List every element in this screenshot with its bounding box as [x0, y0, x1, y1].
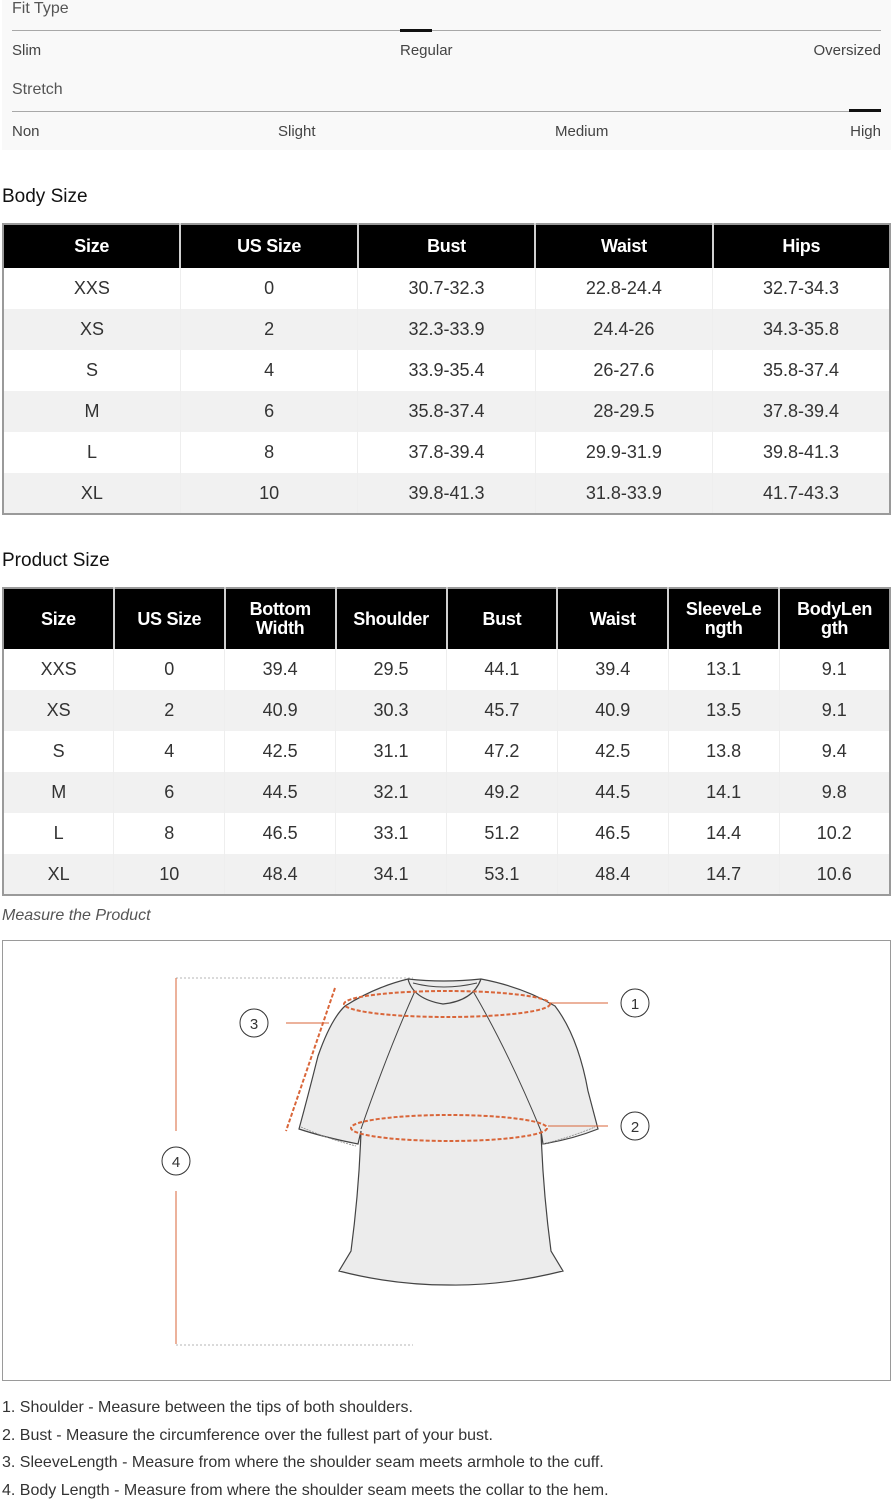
table-cell: 39.4: [557, 649, 668, 690]
table-cell: 6: [180, 391, 357, 432]
product-size-title: Product Size: [2, 550, 110, 571]
fit-type-indicator: [400, 29, 432, 32]
table-cell: 35.8-37.4: [713, 350, 890, 391]
table-cell: 40.9: [557, 690, 668, 731]
table-cell: 30.7-32.3: [358, 268, 535, 309]
marker-2-icon: [621, 1112, 649, 1140]
table-row: [3, 473, 890, 514]
marker-3-icon: [240, 1009, 268, 1037]
table-cell: 24.4-26: [535, 309, 712, 350]
table-cell: 42.5: [225, 731, 336, 772]
stretch-indicator: [849, 109, 881, 112]
table-header-row: [3, 588, 890, 649]
table-cell: 44.1: [447, 649, 558, 690]
table-cell: 51.2: [447, 813, 558, 854]
svg-text:1: 1: [630, 996, 640, 1013]
table-cell: 31.8-33.9: [535, 473, 712, 514]
table-cell: 29.5: [336, 649, 447, 690]
table-row: [3, 731, 890, 772]
table-cell: 14.7: [668, 854, 779, 895]
table-row: [3, 391, 890, 432]
table-row: [3, 268, 890, 309]
table-cell: 34.3-35.8: [713, 309, 890, 350]
table-cell: 37.8-39.4: [713, 391, 890, 432]
table-cell: 10.2: [779, 813, 890, 854]
instruction-sleeve-length: 3. SleeveLength - Measure from where the shoulder seam meets armhole to the cuff.: [2, 1454, 604, 1471]
table-cell: 40.9: [225, 690, 336, 731]
body-size-title: Body Size: [2, 186, 88, 207]
table-cell: 53.1: [447, 854, 558, 895]
column-header: Hips: [713, 224, 890, 268]
table-cell: 13.5: [668, 690, 779, 731]
product-size-table: [2, 587, 891, 896]
stretch-label-slight: Slight: [278, 123, 316, 140]
table-cell: 39.8-41.3: [713, 432, 890, 473]
table-row: [3, 772, 890, 813]
fit-type-label-regular: Regular: [400, 42, 453, 59]
table-cell: 9.1: [779, 690, 890, 731]
table-cell: 14.4: [668, 813, 779, 854]
table-cell: 4: [114, 731, 225, 772]
fit-type-track: [12, 30, 881, 31]
table-cell: 41.7-43.3: [713, 473, 890, 514]
fit-type-label-slim: Slim: [12, 42, 42, 59]
table-cell: 0: [180, 268, 357, 309]
table-cell: 48.4: [557, 854, 668, 895]
table-cell: S: [3, 350, 180, 391]
table-header-row: [3, 224, 890, 268]
measurement-diagram: [2, 940, 891, 1381]
table-cell: S: [3, 731, 114, 772]
table-cell: 33.9-35.4: [358, 350, 535, 391]
table-cell: L: [3, 813, 114, 854]
column-header: US Size: [114, 588, 225, 649]
table-cell: 44.5: [225, 772, 336, 813]
fit-type-title: Fit Type: [12, 0, 69, 17]
column-header: Bottom Width: [225, 588, 336, 649]
table-cell: M: [3, 772, 114, 813]
table-cell: 32.3-33.9: [358, 309, 535, 350]
stretch-label-high: High: [850, 123, 881, 140]
svg-text:3: 3: [249, 1016, 259, 1033]
table-cell: 28-29.5: [535, 391, 712, 432]
column-header: Size: [3, 224, 180, 268]
table-cell: 34.1: [336, 854, 447, 895]
marker-4-icon: [162, 1147, 190, 1175]
column-header: BodyLen gth: [779, 588, 890, 649]
table-cell: XXS: [3, 268, 180, 309]
table-row: [3, 350, 890, 391]
table-row: [3, 690, 890, 731]
table-cell: 26-27.6: [535, 350, 712, 391]
column-header: Bust: [447, 588, 558, 649]
table-cell: 10.6: [779, 854, 890, 895]
diagram-caption: Measure the Product: [2, 907, 151, 924]
column-header: SleeveLe ngth: [668, 588, 779, 649]
table-cell: 10: [180, 473, 357, 514]
stretch-label-medium: Medium: [555, 123, 609, 140]
table-cell: XXS: [3, 649, 114, 690]
measurement-instructions: [2, 1394, 609, 1500]
table-cell: 30.3: [336, 690, 447, 731]
column-header: US Size: [180, 224, 357, 268]
instruction-bust: 2. Bust - Measure the circumference over the fullest part of your bust.: [2, 1426, 493, 1444]
column-header: Size: [3, 588, 114, 649]
table-cell: 22.8-24.4: [535, 268, 712, 309]
table-cell: L: [3, 432, 180, 473]
table-cell: 8: [180, 432, 357, 473]
table-cell: 9.8: [779, 772, 890, 813]
marker-1-icon: [621, 989, 649, 1017]
table-cell: 4: [180, 350, 357, 391]
table-cell: XS: [3, 690, 114, 731]
table-cell: 31.1: [336, 731, 447, 772]
table-cell: 44.5: [557, 772, 668, 813]
fit-type-label-oversized: Oversized: [813, 42, 881, 59]
table-cell: 39.4: [225, 649, 336, 690]
table-row: [3, 309, 890, 350]
table-row: [3, 432, 890, 473]
table-row: [3, 854, 890, 895]
table-cell: 13.8: [668, 731, 779, 772]
table-cell: 35.8-37.4: [358, 391, 535, 432]
table-cell: 13.1: [668, 649, 779, 690]
instruction-shoulder: 1. Shoulder - Measure between the tips of both shoulders.: [2, 1399, 413, 1416]
table-cell: 46.5: [225, 813, 336, 854]
table-cell: 49.2: [447, 772, 558, 813]
table-cell: 47.2: [447, 731, 558, 772]
table-cell: 45.7: [447, 690, 558, 731]
table-cell: 29.9-31.9: [535, 432, 712, 473]
table-cell: 46.5: [557, 813, 668, 854]
table-cell: 32.7-34.3: [713, 268, 890, 309]
table-cell: 32.1: [336, 772, 447, 813]
table-cell: 14.1: [668, 772, 779, 813]
table-cell: XS: [3, 309, 180, 350]
table-row: [3, 649, 890, 690]
table-cell: 2: [114, 690, 225, 731]
table-cell: XL: [3, 854, 114, 895]
table-cell: 9.1: [779, 649, 890, 690]
table-cell: XL: [3, 473, 180, 514]
table-cell: 10: [114, 854, 225, 895]
svg-text:4: 4: [171, 1154, 181, 1171]
table-cell: 2: [180, 309, 357, 350]
stretch-track: [12, 111, 881, 112]
stretch-title: Stretch: [12, 81, 63, 98]
table-cell: 33.1: [336, 813, 447, 854]
table-cell: 0: [114, 649, 225, 690]
table-cell: 42.5: [557, 731, 668, 772]
svg-text:2: 2: [630, 1119, 640, 1136]
body-size-table: [2, 223, 891, 515]
tshirt-diagram-icon: [3, 941, 892, 1382]
table-cell: 37.8-39.4: [358, 432, 535, 473]
column-header: Waist: [557, 588, 668, 649]
table-cell: 6: [114, 772, 225, 813]
column-header: Bust: [358, 224, 535, 268]
table-cell: 48.4: [225, 854, 336, 895]
table-cell: 8: [114, 813, 225, 854]
fit-panel: [2, 0, 891, 150]
instruction-body-length: 4. Body Length - Measure from where the shoulder seam meets the collar to the hem.: [2, 1481, 609, 1499]
table-cell: 39.8-41.3: [358, 473, 535, 514]
table-cell: M: [3, 391, 180, 432]
column-header: Shoulder: [336, 588, 447, 649]
table-row: [3, 813, 890, 854]
table-cell: 9.4: [779, 731, 890, 772]
column-header: Waist: [535, 224, 712, 268]
stretch-label-non: Non: [12, 123, 40, 140]
